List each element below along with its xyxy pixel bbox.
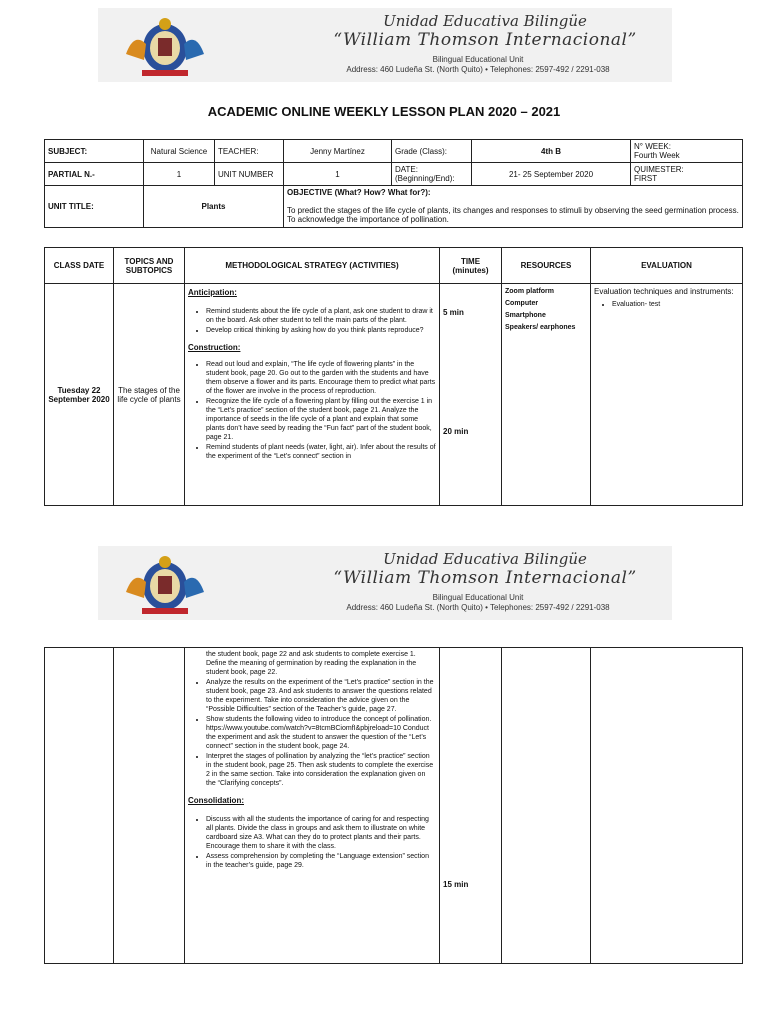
subject-value: Natural Science (144, 140, 215, 163)
unit-number-value: 1 (284, 163, 392, 186)
school-name-line1: Unidad Educativa Bilingüe (383, 550, 587, 568)
school-address: Address: 460 Ludeña St. (North Quito) • Telephones: 2597-492 / 2291-038 (346, 65, 610, 74)
list-item: • Analyze the results on the experiment of the “Let’s practice” section in the student book, page 23. And ask students to answer the questions related to the experiment. Take into consideration the advice given on the “Possible Difficulties” section of the Teacher’s guide, page 27. (206, 678, 436, 714)
unit-title-value: Plants (144, 186, 284, 228)
week-value: Fourth Week (634, 151, 680, 160)
anticipation-list (188, 307, 436, 335)
school-crest-logo (120, 14, 210, 78)
time-anticipation: 5 min (443, 308, 464, 317)
school-name-line2: “William Thomson Internacional” (333, 30, 637, 50)
topic: The stages of the life cycle of plants (114, 284, 185, 506)
class-date: Tuesday 22 September 2020 (45, 284, 114, 506)
subject-label: SUBJECT: (45, 140, 144, 163)
list-item: • Recognize the life cycle of a flowering plant by filling out the exercise 1 in the “Let’s practice” section of the student book, page 21. Analyze the importance of seeds in the life cycle of a plant and explain that some plants don’t have seed by reading the “Fun fact” part of the student book, page 21. (206, 397, 436, 442)
lesson-plan-table (44, 247, 743, 506)
anticipation-heading: Anticipation: (188, 288, 237, 297)
school-name (320, 550, 650, 588)
col-time: TIME (minutes) (440, 248, 502, 284)
week-cell (631, 140, 743, 163)
class-date-empty (45, 648, 114, 964)
time-consolidation: 15 min (443, 880, 469, 889)
list-item: • Remind students of plant needs (water, light, air). Infer about the results of the experiment of the “Let’s connect” section in (206, 443, 436, 461)
unit-number-label: UNIT NUMBER (215, 163, 284, 186)
evaluation-text: Evaluation techniques and instruments: (594, 287, 734, 296)
partial-label: PARTIAL N.- (45, 163, 144, 186)
strategy-cell (185, 284, 440, 506)
resources-cell (502, 284, 591, 506)
quimester-label: QUIMESTER: (634, 165, 684, 174)
topic-empty (114, 648, 185, 964)
consolidation-heading: Consolidation: (188, 796, 244, 805)
col-evaluation: EVALUATION (591, 248, 743, 284)
info-table (44, 139, 743, 228)
time-cell (440, 284, 502, 506)
date-label: DATE: (Beginning/End): (392, 163, 472, 186)
list-item: the student book, page 22 and ask students to complete exercise 1. Define the meaning of germination by reading the explanation in the student book, page 22. (206, 651, 417, 676)
grade-label: Grade (Class): (392, 140, 472, 163)
week-label: N° WEEK: (634, 142, 671, 151)
construction-list (188, 360, 436, 461)
construction-heading: Construction: (188, 343, 241, 352)
list-item: • Show students the following video to introduce the concept of pollination. https://www.youtube.com/watch?v=8tcmBCiomfI&pbjreload=10 Conduct the experiment and ask the student to answer the question of the “Let’s connect” section in the student book, page 24. (206, 715, 436, 751)
school-unit: Bilingual Educational Unit (432, 55, 524, 64)
unit-title-label: UNIT TITLE: (45, 186, 144, 228)
list-item: • Assess comprehension by completing the “Language extension” section in the teacher’s guide, page 29. (206, 852, 436, 870)
list-item: • Remind students about the life cycle of a plant, ask one student to draw it on the board. Ask other student to tell the main parts of the plant. (206, 307, 436, 325)
list-item: • Read out loud and explain, “The life cycle of flowering plants” in the student book, page 20. Go out to the garden with the students and have them observe a flower and its parts. Encourage them to predict what parts of the flower are involve in the process of reproduction. (206, 360, 436, 396)
list-item: • Evaluation- test (612, 300, 739, 309)
list-item: • Interpret the stages of pollination by analyzing the “let’s practice” section in the student book, page 25. Then ask students to complete the exercise 2 in the same section. Take into consideration the explanation given on the “Clarifying concepts”. (206, 752, 436, 788)
strategy-cell-continued (185, 648, 440, 964)
col-class-date: CLASS DATE (45, 248, 114, 284)
partial-value: 1 (144, 163, 215, 186)
objective-text: To predict the stages of the life cycle of plants, its changes and responses to stimuli by observing the seed germination process. To acknowledge the importance of pollination. (287, 206, 739, 224)
list-item: • Discuss with all the students the importance of caring for and respecting all plants. Divide the class in groups and ask them to illustrate on white cardboard size A3. What can they do to protect plants and their parts. Encourage them to share it with the class. (206, 815, 436, 851)
resource-item: Zoom platform (505, 288, 554, 295)
school-address: Address: 460 Ludeña St. (North Quito) • Telephones: 2597-492 / 2291-038 (346, 603, 610, 612)
consolidation-list (188, 815, 436, 870)
col-strategy: METHODOLOGICAL STRATEGY (ACTIVITIES) (185, 248, 440, 284)
grade-value: 4th B (472, 140, 631, 163)
col-resources: RESOURCES (502, 248, 591, 284)
page-title: ACADEMIC ONLINE WEEKLY LESSON PLAN 2020 – 2021 (207, 104, 561, 119)
school-unit: Bilingual Educational Unit (432, 593, 524, 602)
time-construction: 20 min (443, 427, 469, 436)
teacher-label: TEACHER: (215, 140, 284, 163)
construction-list-continued (188, 650, 436, 788)
col-topics: TOPICS AND SUBTOPICS (114, 248, 185, 284)
school-crest-logo (120, 552, 210, 616)
school-name-line2: “William Thomson Internacional” (333, 568, 637, 588)
school-banner-page2 (98, 546, 672, 620)
evaluation-cell (591, 284, 743, 506)
resources-empty (502, 648, 591, 964)
resource-item: Speakers/ earphones (505, 324, 576, 331)
school-name-line1: Unidad Educativa Bilingüe (383, 12, 587, 30)
quimester-cell (631, 163, 743, 186)
evaluation-list (594, 300, 739, 309)
school-name (320, 12, 650, 50)
resource-item: Computer (505, 300, 539, 307)
quimester-value: FIRST (634, 174, 658, 183)
evaluation-empty (591, 648, 743, 964)
objective-label: OBJECTIVE (What? How? What for?): (287, 188, 431, 197)
list-item: • Develop critical thinking by asking how do you think plants reproduce? (206, 326, 436, 335)
lesson-plan-table-continued (44, 647, 743, 964)
resource-item: Smartphone (505, 312, 546, 319)
school-banner (98, 8, 672, 82)
time-cell-continued (440, 648, 502, 964)
date-value: 21- 25 September 2020 (472, 163, 631, 186)
teacher-value: Jenny Martínez (284, 140, 392, 163)
objective-cell (284, 186, 743, 228)
